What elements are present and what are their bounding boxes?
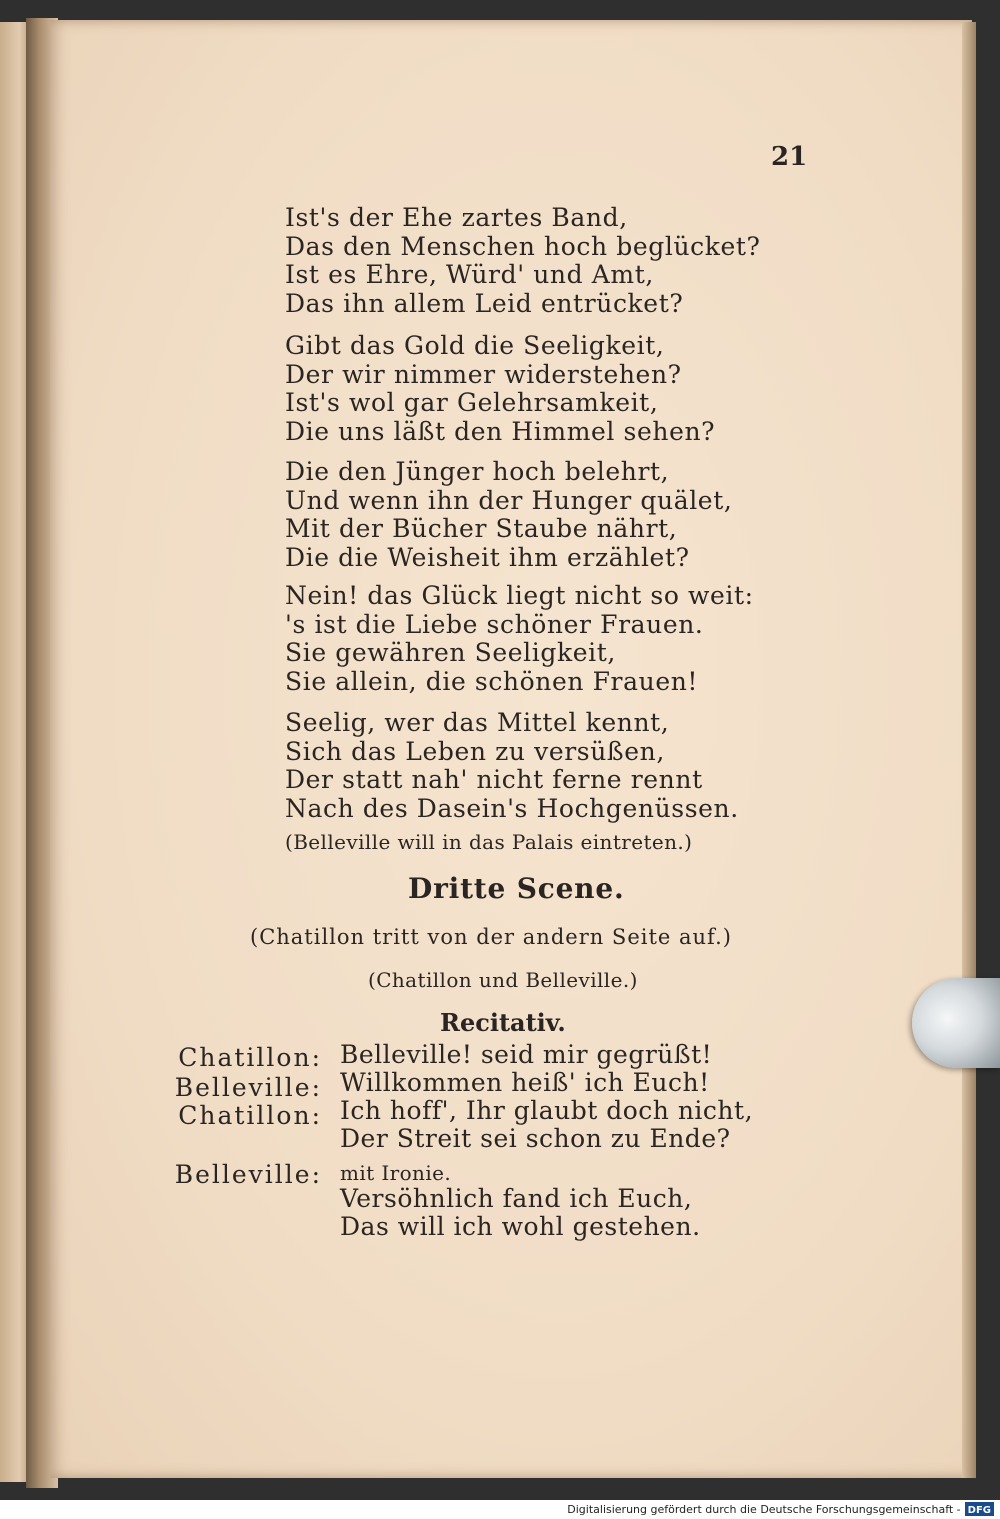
verse-line: Mit der Bücher Staube nährt, [285,514,678,543]
verse-line: Das den Menschen hoch beglücket? [285,231,761,261]
stage-direction: (Belleville will in das Palais eintreten.) [285,830,693,854]
verse-line: Nein! das Glück liegt nicht so weit: [285,581,754,610]
verse-line: Der statt nah' nicht ferne rennt [285,765,703,794]
verse-line: Die die Weisheit ihm erzählet? [285,542,690,572]
verse-line: Ist's wol gar Gelehrsamkeit, [285,388,659,417]
book-clip [912,978,1000,1068]
dialogue-line: Ich hoff', Ihr glaubt doch nicht, [340,1096,754,1125]
verse-line: Die uns läßt den Himmel sehen? [285,416,716,446]
digitization-footer [0,1500,1000,1519]
page-edge-shadow [962,22,976,1478]
speaker-name: Chatillon: [178,1101,322,1130]
verse-line: Seelig, wer das Mittel kennt, [285,708,670,737]
verse-line: Die den Jünger hoch belehrt, [285,457,670,486]
stanza-3 [285,458,732,572]
dialogue-line: Der Streit sei schon zu Ende? [340,1124,731,1153]
scene-title: Dritte Scene. [408,872,625,905]
dialogue-line: Das will ich wohl gestehen. [340,1212,701,1241]
stage-direction: mit Ironie. [340,1161,452,1185]
verse-line: Sie allein, die schönen Frauen! [285,666,699,696]
page-number: 21 [771,142,808,172]
verse-line: Ist es Ehre, Würd' und Amt, [285,260,654,289]
speaker-name: Belleville: [174,1073,322,1102]
verse-line: 's ist die Liebe schöner Frauen. [285,609,704,639]
verse-line: Nach des Dasein's Hochgenüssen. [285,793,739,823]
stanza-4 [285,582,754,696]
verse-line: Und wenn ihn der Hunger quälet, [285,485,733,515]
verse-line: Der wir nimmer widerstehen? [285,359,682,389]
verse-line: Ist's der Ehe zartes Band, [285,203,628,232]
stanza-2 [285,332,715,446]
funding-notice: Digitalisierung gefördert durch die Deutsche Forschungsgemeinschaft - [567,1503,961,1516]
stage-direction: (Chatillon tritt von der andern Seite auf.) [250,925,732,949]
stage-direction: (Chatillon und Belleville.) [368,968,638,992]
dialogue-line: Willkommen heiß' ich Euch! [340,1068,710,1097]
dialogue-line: Versöhnlich fand ich Euch, [340,1184,693,1213]
recitativ-heading: Recitativ. [440,1008,566,1037]
stanza-1 [285,204,761,318]
dfg-logo: DFG [965,1502,994,1516]
stanza-5 [285,709,739,823]
speaker-name: Chatillon: [178,1043,322,1072]
speaker-name: Belleville: [174,1160,322,1189]
verse-line: Gibt das Gold die Seeligkeit, [285,331,665,360]
verse-line: Das ihn allem Leid entrücket? [285,288,684,318]
dialogue-line: Belleville! seid mir gegrüßt! [340,1040,713,1069]
verse-line: Sich das Leben zu versüßen, [285,736,665,766]
verse-line: Sie gewähren Seeligkeit, [285,638,616,667]
